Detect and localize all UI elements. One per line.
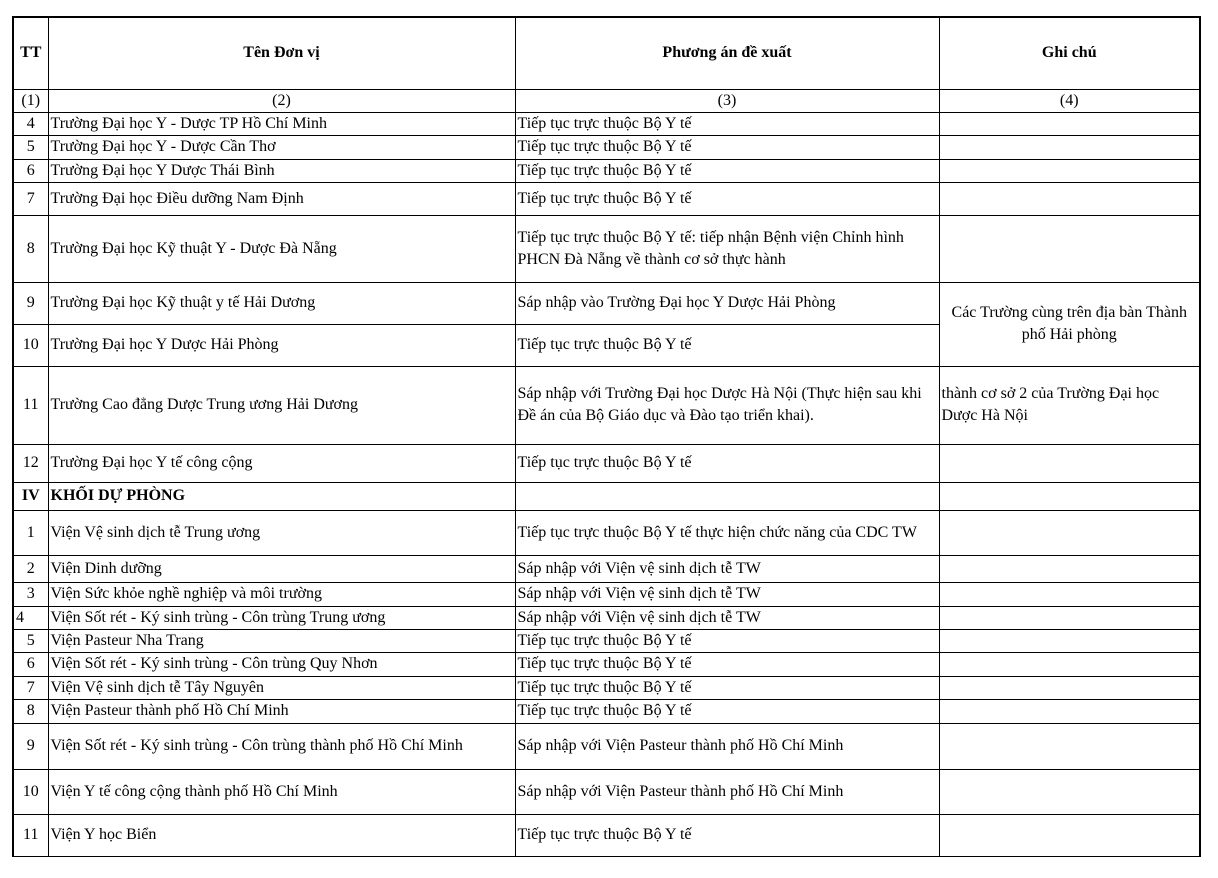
note-text [939,606,1200,629]
row-number: 8 [13,215,48,282]
unit-name: Viện Sốt rét - Ký sinh trùng - Côn trùng Trung ương [48,606,515,629]
note-text [939,215,1200,282]
unit-name: Trường Cao đẳng Dược Trung ương Hải Dương [48,366,515,444]
proposal-text: Tiếp tục trực thuộc Bộ Y tế [515,814,939,856]
unit-name: Viện Dinh dưỡng [48,555,515,582]
row-number: 4 [13,606,48,629]
column-number: (1) [13,89,48,112]
note-text [939,112,1200,135]
table-row [13,769,1200,814]
row-number: 10 [13,769,48,814]
row-number: 1 [13,510,48,555]
column-number-row [13,89,1200,112]
proposal-text: Tiếp tục trực thuộc Bộ Y tế thực hiện chức năng của CDC TW [515,510,939,555]
note-text [939,159,1200,182]
unit-name: Viện Pasteur Nha Trang [48,629,515,652]
section-number: IV [13,482,48,510]
note-text: Các Trường cùng trên địa bàn Thành phố Hải phòng [939,282,1200,366]
note-text [939,652,1200,676]
table-row [13,555,1200,582]
table-row [13,814,1200,856]
unit-name: Viện Y học Biển [48,814,515,856]
proposal-text: Tiếp tục trực thuộc Bộ Y tế [515,159,939,182]
proposal-text: Tiếp tục trực thuộc Bộ Y tế [515,676,939,699]
section-row [13,482,1200,510]
proposal-text [515,482,939,510]
header-note: Ghi chú [939,17,1200,89]
column-number: (2) [48,89,515,112]
row-number: 2 [13,555,48,582]
unit-proposal-table [12,16,1201,857]
note-text [939,723,1200,769]
unit-name: Trường Đại học Kỹ thuật Y - Dược Đà Nẵng [48,215,515,282]
unit-name: Viện Pasteur thành phố Hồ Chí Minh [48,699,515,723]
section-title: KHỐI DỰ PHÒNG [48,482,515,510]
proposal-text: Sáp nhập với Viện vệ sinh dịch tễ TW [515,606,939,629]
table-row [13,629,1200,652]
unit-name: Viện Sốt rét - Ký sinh trùng - Côn trùng thành phố Hồ Chí Minh [48,723,515,769]
row-number: 4 [13,112,48,135]
unit-name: Trường Đại học Điều dưỡng Nam Định [48,182,515,215]
row-number: 5 [13,135,48,159]
note-text [939,182,1200,215]
proposal-text: Sáp nhập với Viện vệ sinh dịch tễ TW [515,555,939,582]
proposal-text: Tiếp tục trực thuộc Bộ Y tế [515,652,939,676]
row-number: 10 [13,324,48,366]
proposal-text: Tiếp tục trực thuộc Bộ Y tế: tiếp nhận Bệnh viện Chỉnh hình PHCN Đà Nẵng về thành cơ sở thực hành [515,215,939,282]
proposal-text: Sáp nhập với Viện Pasteur thành phố Hồ Chí Minh [515,723,939,769]
note-text [939,814,1200,856]
unit-name: Viện Vệ sinh dịch tễ Trung ương [48,510,515,555]
unit-name: Viện Y tế công cộng thành phố Hồ Chí Minh [48,769,515,814]
unit-name: Trường Đại học Y tế công cộng [48,444,515,482]
proposal-text: Sáp nhập vào Trường Đại học Y Dược Hải Phòng [515,282,939,324]
proposal-text: Tiếp tục trực thuộc Bộ Y tế [515,182,939,215]
table-row [13,723,1200,769]
proposal-text: Tiếp tục trực thuộc Bộ Y tế [515,629,939,652]
table-row [13,652,1200,676]
note-text [939,555,1200,582]
row-number: 12 [13,444,48,482]
note-text [939,629,1200,652]
row-number: 9 [13,723,48,769]
table-row [13,215,1200,282]
header-row [13,17,1200,89]
note-text [939,135,1200,159]
row-number: 6 [13,652,48,676]
note-text [939,444,1200,482]
table-row [13,159,1200,182]
table-row [13,699,1200,723]
column-number: (3) [515,89,939,112]
proposal-text: Sáp nhập với Viện Pasteur thành phố Hồ Chí Minh [515,769,939,814]
proposal-text: Sáp nhập với Trường Đại học Dược Hà Nội (Thực hiện sau khi Đề án của Bộ Giáo dục và Đào tạo triển khai). [515,366,939,444]
unit-name: Viện Sức khỏe nghề nghiệp và môi trường [48,582,515,606]
header-unit-name: Tên Đơn vị [48,17,515,89]
row-number: 7 [13,182,48,215]
unit-name: Trường Đại học Y Dược Thái Bình [48,159,515,182]
proposal-text: Tiếp tục trực thuộc Bộ Y tế [515,135,939,159]
proposal-text: Sáp nhập với Viện vệ sinh dịch tễ TW [515,582,939,606]
unit-name: Trường Đại học Kỹ thuật y tế Hải Dương [48,282,515,324]
proposal-text: Tiếp tục trực thuộc Bộ Y tế [515,699,939,723]
table-row [13,182,1200,215]
row-number: 11 [13,814,48,856]
note-text [939,676,1200,699]
table-row [13,366,1200,444]
table-row [13,135,1200,159]
proposal-text: Tiếp tục trực thuộc Bộ Y tế [515,444,939,482]
unit-name: Trường Đại học Y - Dược TP Hồ Chí Minh [48,112,515,135]
table-row [13,444,1200,482]
note-text [939,510,1200,555]
note-text [939,582,1200,606]
row-number: 7 [13,676,48,699]
table-row [13,606,1200,629]
row-number: 11 [13,366,48,444]
header-proposal: Phương án đề xuất [515,17,939,89]
table-row [13,582,1200,606]
row-number: 8 [13,699,48,723]
unit-name: Trường Đại học Y Dược Hải Phòng [48,324,515,366]
header-tt: TT [13,17,48,89]
note-text [939,482,1200,510]
table-row [13,282,1200,324]
row-number: 9 [13,282,48,324]
proposal-text: Tiếp tục trực thuộc Bộ Y tế [515,112,939,135]
unit-name: Viện Sốt rét - Ký sinh trùng - Côn trùng Quy Nhơn [48,652,515,676]
proposal-text: Tiếp tục trực thuộc Bộ Y tế [515,324,939,366]
table-row [13,510,1200,555]
row-number: 5 [13,629,48,652]
row-number: 6 [13,159,48,182]
column-number: (4) [939,89,1200,112]
note-text [939,699,1200,723]
table-row [13,112,1200,135]
unit-name: Viện Vệ sinh dịch tễ Tây Nguyên [48,676,515,699]
unit-name: Trường Đại học Y - Dược Cần Thơ [48,135,515,159]
row-number: 3 [13,582,48,606]
table-row [13,676,1200,699]
note-text [939,769,1200,814]
note-text: thành cơ sở 2 của Trường Đại học Dược Hà Nội [939,366,1200,444]
